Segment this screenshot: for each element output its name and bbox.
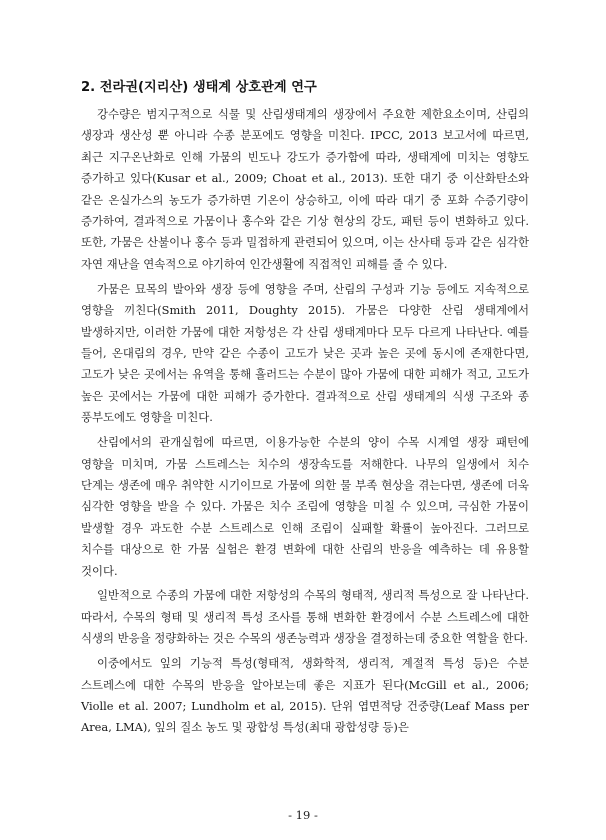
paragraph-leaf-traits: 이중에서도 잎의 기능적 특성(형태적, 생화학적, 생리적, 계절적 특성 등)은 수분 스트레스에 대한 수목의 반응을 알아보는데 좋은 지표가 된다(McGill et al., 2006; Violle et al. 2007; Lundholm et al, 2015). 단위 엽면적당 건중량(Leaf Mass per Area, LMA), 잎의 질소 농도 및 광합성 특성(최대 광합성량 등)은 [81,656,529,735]
paragraph-drought-resistance: 일반적으로 수종의 가뭄에 대한 저항성의 수목의 형태적, 생리적 특성으로 잘 나타난다. 따라서, 수목의 형태 및 생리적 특성 조사를 통해 변화한 환경에서 수분 스트레스에 대한 식생의 반응을 정량화하는 것은 수목의 생존능력과 생장을 결정하는데 중요한 역할을 한다. [81,588,529,646]
body-text [81,104,529,742]
page-number: - 19 - [288,808,318,822]
paragraph-irrigation-experiment: 산림에서의 관개실험에 따르면, 이용가능한 수분의 양이 수목 시계열 생장 패턴에 영향을 미치며, 가뭄 스트레스는 치수의 생장속도를 저해한다. 나무의 일생에서 치수 단계는 생존에 매우 취약한 시기이므로 가뭄에 의한 물 부족 현상을 겪는다면, 생존에 더욱 심각한 영향을 받을 수 있다. 가뭄은 치수 조림에 영향을 미칠 수 있으며, 극심한 가뭄이 발생할 경우 과도한 수분 스트레스로 인해 조림이 실패할 확률이 높아진다. 그러므로 치수를 대상으로 한 가뭄 실험은 환경 변화에 대한 산림의 반응을 예측하는 데 유용할 것이다. [81,435,529,578]
paragraph-precipitation: 강수량은 범지구적으로 식물 및 산림생태계의 생장에서 주요한 제한요소이며, 산림의 생장과 생산성 뿐 아니라 수종 분포에도 영향을 미친다. IPCC, 2013 보고서에 따르면, 최근 지구온난화로 인해 가뭄의 빈도나 강도가 증가함에 따라, 생태계에 미치는 영향도 증가하고 있다(Kusar et al., 2009; Choat et al., 2013). 또한 대기 중 이산화탄소와 같은 온실가스의 농도가 증가하면 기온이 상승하고, 이에 따라 대기 중 포화 수증기량이 증가하여, 결과적으로 가뭄이나 홍수와 같은 기상 현상의 강도, 패턴 등이 변화하고 있다. 또한, 가뭄은 산불이나 홍수 등과 밀접하게 관련되어 있으며, 이는 산사태 등과 같은 심각한 자연 재난을 연속적으로 야기하여 인간생활에 직접적인 피해를 줄 수 있다. [81,107,529,271]
paragraph-drought-effects: 가뭄은 묘목의 발아와 생장 등에 영향을 주며, 산림의 구성과 기능 등에도 지속적으로 영향을 끼친다(Smith 2011, Doughty 2015). 가뭄은 다양한 산림 생태계에서 발생하지만, 이러한 가뭄에 대한 저항성은 각 산림 생태계마다 모두 다르게 나타난다. 예를 들어, 온대림의 경우, 만약 같은 수종이 고도가 낮은 곳과 높은 곳에 동시에 존재한다면, 고도가 낮은 곳에서는 유역을 통해 흘러드는 수분이 많아 가뭄에 대한 피해가 적고, 고도가 높은 곳에서는 가뭄에 대한 피해가 증가한다. 결과적으로 산림 생태계의 식생 구조와 종 풍부도에도 영향을 미친다. [81,281,529,425]
section-heading: 2. 전라권(지리산) 생태계 상호관계 연구 [81,80,317,95]
